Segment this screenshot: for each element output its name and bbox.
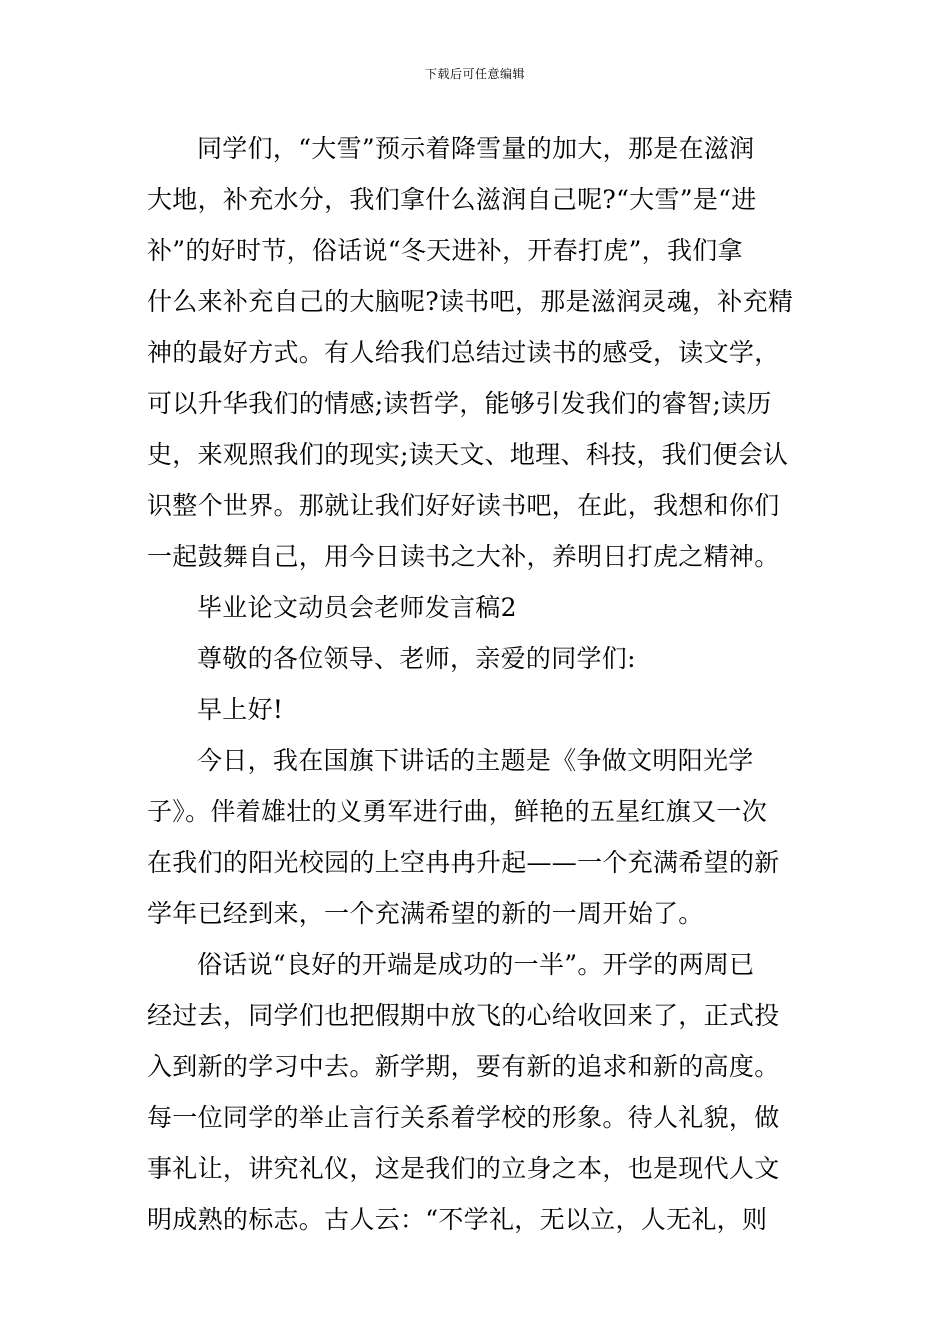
paragraph-line: 子》。伴着雄壮的义勇军进行曲，鲜艳的五星红旗又一次 <box>147 797 768 826</box>
paragraph-line: 史，来观照我们的现实;读天文、地理、科技，我们便会认 <box>147 440 789 469</box>
paragraph-line: 每一位同学的举止言行关系着学校的形象。待人礼貌，做 <box>147 1103 780 1132</box>
paragraph-line: 事礼让，讲究礼仪，这是我们的立身之本，也是现代人文 <box>147 1154 780 1183</box>
paragraph-line: 可以升华我们的情感;读哲学，能够引发我们的睿智;读历 <box>147 389 772 418</box>
paragraph-line: 明成熟的标志。古人云：“不学礼，无以立，人无礼，则 <box>147 1205 768 1234</box>
paragraph-line: 大地，补充水分，我们拿什么滋润自己呢?“大雪”是“进 <box>147 185 757 214</box>
paragraph-line: 俗话说“良好的开端是成功的一半”。开学的两周已 <box>197 950 755 979</box>
paragraph-line: 入到新的学习中去。新学期，要有新的追求和新的高度。 <box>147 1052 780 1081</box>
greeting-line: 早上好! <box>197 695 284 724</box>
paragraph-line: 学年已经到来，一个充满希望的新的一周开始了。 <box>147 899 704 928</box>
page-header-note: 下载后可任意编辑 <box>424 67 525 81</box>
section-title: 毕业论文动员会老师发言稿2 <box>197 593 517 622</box>
paragraph-line: 一起鼓舞自己，用今日读书之大补，养明日打虎之精神。 <box>147 542 780 571</box>
paragraph-line: 在我们的阳光校园的上空冉冉升起——一个充满希望的新 <box>147 848 780 877</box>
paragraph-line: 神的最好方式。有人给我们总结过读书的感受，读文学， <box>147 338 780 367</box>
document-body <box>147 123 812 1245</box>
paragraph-line: 什么来补充自己的大脑呢?读书吧，那是滋润灵魂，补充精 <box>147 287 794 316</box>
paragraph-line: 经过去，同学们也把假期中放飞的心给收回来了，正式投 <box>147 1001 780 1030</box>
paragraph-line: 今日，我在国旗下讲话的主题是《争做文明阳光学 <box>197 746 754 775</box>
paragraph-line: 同学们，“大雪”预示着降雪量的加大，那是在滋润 <box>197 134 755 163</box>
paragraph-line: 补”的好时节，俗话说“冬天进补，开春打虎”，我们拿 <box>147 236 743 265</box>
paragraph-line: 识整个世界。那就让我们好好读书吧，在此，我想和你们 <box>147 491 780 520</box>
salutation-line: 尊敬的各位领导、老师，亲爱的同学们: <box>197 644 636 673</box>
